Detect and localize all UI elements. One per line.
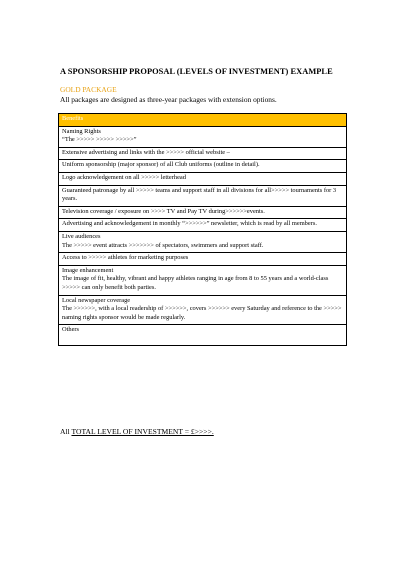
package-name: GOLD PACKAGE — [60, 85, 117, 94]
benefit-heading: Advertising and acknowledgement in monthly “>>>>>>” newsletter, which is read by all members. — [62, 220, 317, 228]
benefit-row — [59, 147, 347, 160]
benefit-text: The >>>>> event attracts >>>>>>> of spectators, swimmers and support staff. — [62, 241, 264, 249]
benefit-row — [59, 295, 347, 325]
benefit-heading: Image enhancement — [62, 266, 114, 274]
benefit-heading: Logo acknowledgement on all >>>>> letterhead — [62, 173, 186, 181]
total-investment-value: TOTAL LEVEL OF INVESTMENT = £>>>>. — [71, 427, 214, 436]
benefit-cell — [59, 206, 347, 219]
benefit-row — [59, 325, 347, 346]
benefits-header-cell: Benefits — [59, 114, 347, 127]
benefit-cell — [59, 219, 347, 232]
benefit-cell — [59, 126, 347, 147]
benefit-text — [62, 335, 343, 344]
benefit-row — [59, 219, 347, 232]
benefits-header-row — [59, 114, 347, 127]
benefit-heading: Guaranteed patronage by all >>>>> teams and support staff in all divisions for all>>>>> tournaments for 3 years. — [62, 186, 337, 203]
benefit-row — [59, 231, 347, 252]
benefit-heading: Access to >>>>> athletes for marketing purposes — [62, 254, 189, 262]
intro-text: All packages are designed as three-year packages with extension options. — [60, 95, 277, 104]
benefit-row — [59, 253, 347, 266]
benefit-heading: Live audiences — [62, 232, 101, 240]
benefit-row — [59, 126, 347, 147]
benefit-text: The >>>>>>, with a local readership of >>>>>>, covers >>>>>> every Saturday and reference to the >>>>> naming rights sponsor would be made regularly. — [62, 305, 342, 321]
benefit-heading: Others — [62, 326, 80, 334]
benefit-heading: Extensive advertising and links with the >>>>> official website – — [62, 148, 230, 156]
total-investment — [60, 427, 214, 436]
benefit-cell — [59, 160, 347, 173]
benefit-cell — [59, 185, 347, 206]
benefit-row — [59, 160, 347, 173]
benefit-cell — [59, 231, 347, 252]
benefit-row — [59, 185, 347, 206]
benefit-row — [59, 265, 347, 295]
benefit-cell — [59, 253, 347, 266]
benefits-table — [58, 113, 347, 346]
benefit-heading: Naming Rights — [62, 127, 101, 135]
benefit-text: The image of fit, healthy, vibrant and happy athletes ranging in age from 8 to 55 years and a world-class >>>>> can only benefit both parties. — [62, 275, 329, 291]
benefit-cell — [59, 325, 347, 346]
document-title: A SPONSORSHIP PROPOSAL (LEVELS OF INVESTMENT) EXAMPLE — [60, 67, 333, 76]
benefit-cell — [59, 265, 347, 295]
benefit-row — [59, 206, 347, 219]
benefit-heading: Local newspaper coverage — [62, 296, 131, 304]
benefit-heading: Uniform sponsorship (major sponsor) of all Club uniforms (outline in detail). — [62, 161, 260, 169]
total-prefix: All — [60, 427, 72, 436]
benefit-text: “The >>>>> >>>>> >>>>>” — [62, 136, 137, 144]
benefit-heading: Television coverage / exposure on >>>> TV and Pay TV during>>>>>>events. — [62, 207, 265, 215]
benefit-cell — [59, 147, 347, 160]
benefit-row — [59, 172, 347, 185]
benefit-cell — [59, 172, 347, 185]
benefit-cell — [59, 295, 347, 325]
